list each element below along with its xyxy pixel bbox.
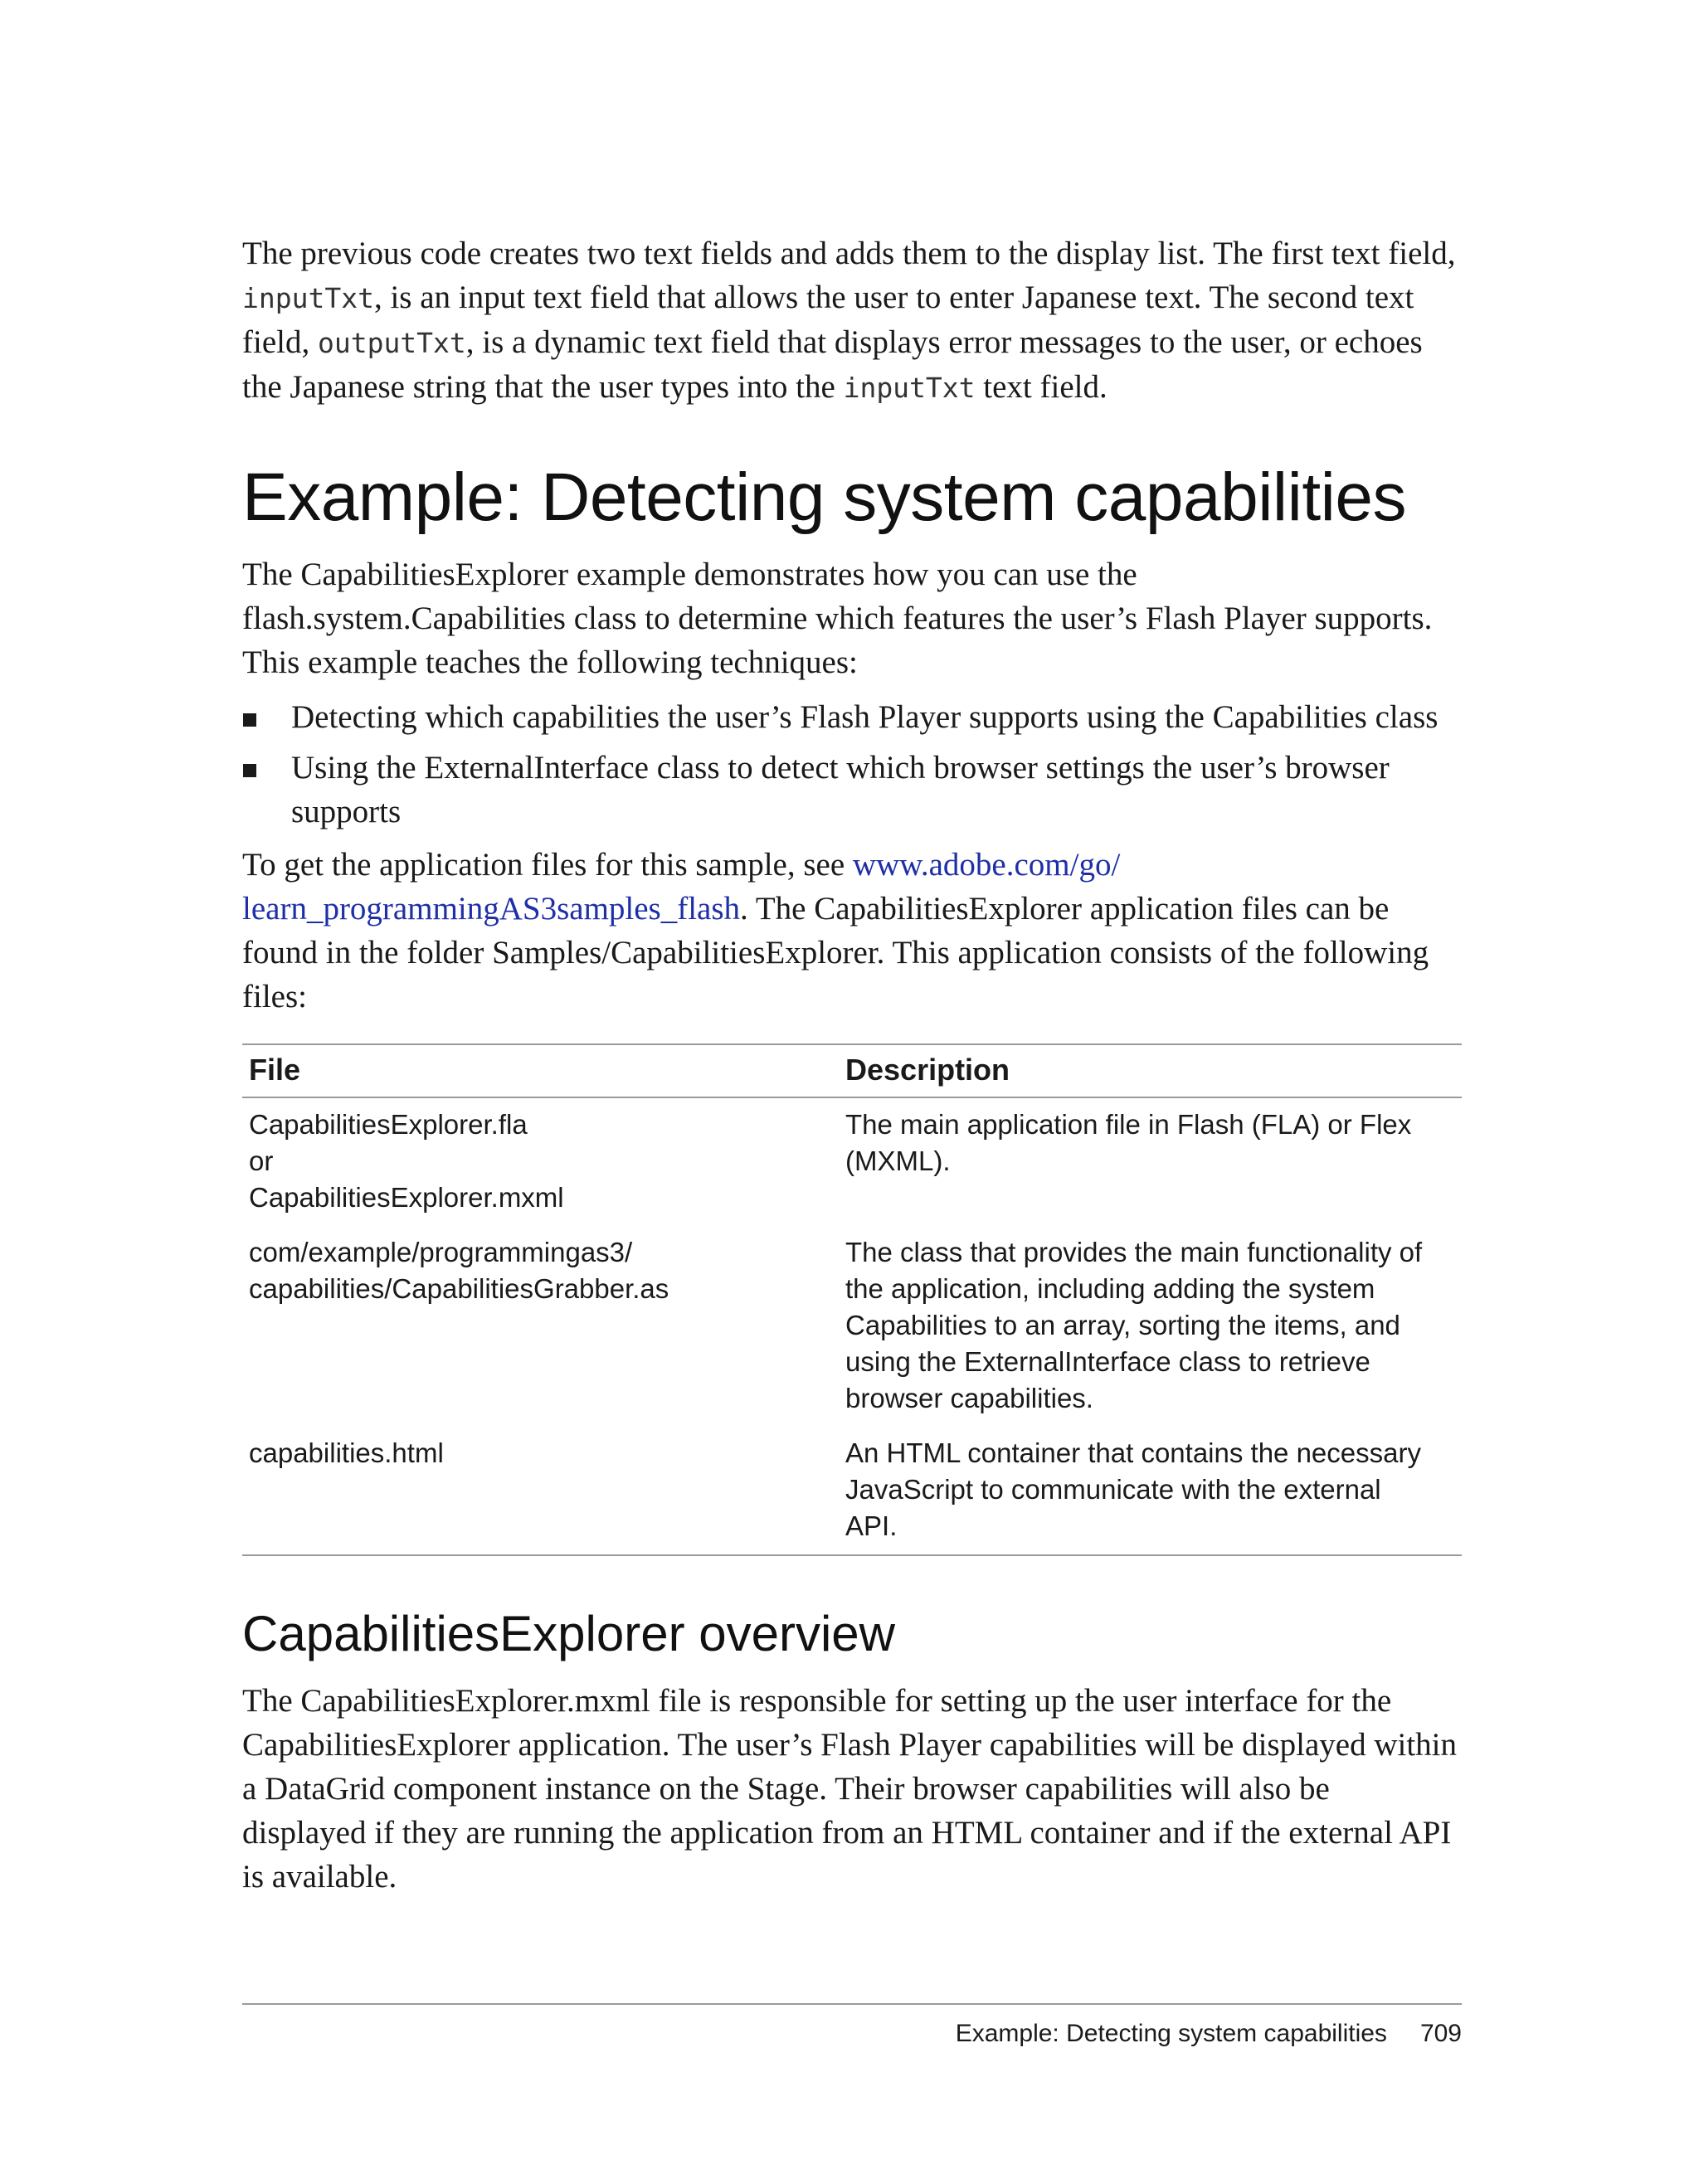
description-text: using the ExternalInterface class to retrieve [845,1346,1370,1377]
table-row [242,1427,1462,1555]
section-heading: Example: Detecting system capabilities [242,460,1406,535]
file-name: or [249,1146,274,1176]
samples-link-line-2: learn_programmingAS3samples_flash [242,891,741,927]
files-table [242,1043,1462,1556]
file-cell [242,1097,839,1226]
file-name: capabilities.html [249,1437,444,1468]
intro-text-4: text field. [975,369,1108,405]
overview-paragraph: The CapabilitiesExplorer.mxml file is responsible for setting up the user interface for the CapabilitiesExplorer application. The user’s Flash Player capabilities will be displayed within a DataGrid component instance on the Stage. Their browser capabilities will also be displayed if they are running the application from an HTML container and if the external API is available. [242,1683,1457,1895]
subsection-heading: CapabilitiesExplorer overview [242,1606,896,1661]
list-item-text: Using the ExternalInterface class to detect which browser settings the user’s browser supports [291,750,1390,829]
document-page [242,0,1462,2184]
list-item [242,746,1462,834]
code-input-txt-2: inputTxt [843,372,976,404]
bullet-square-icon [243,713,256,727]
header-file: File [242,1044,839,1097]
file-cell [242,1427,839,1555]
description-text: Capabilities to an array, sorting the items, and [845,1310,1400,1340]
footer-section-title: Example: Detecting system capabilities [955,2020,1387,2047]
description-text: API. [845,1510,898,1541]
file-cell [242,1226,839,1427]
table-row [242,1226,1462,1427]
intro-text-2: , is an input text field that allows the user to enter Japanese text. The second text field, [242,280,1414,360]
file-name: CapabilitiesExplorer.fla [249,1109,528,1140]
header-description: Description [839,1044,1462,1097]
page-number: 709 [1419,2020,1462,2047]
files-paragraph [242,843,1462,1019]
description-text: The main application file in Flash (FLA) or Flex [845,1109,1412,1140]
code-input-txt: inputTxt [242,282,374,314]
bullet-square-icon [243,764,256,777]
table-header-row [242,1044,1462,1097]
footer-divider [242,2003,1462,2005]
description-cell [839,1097,1462,1226]
description-text: browser capabilities. [845,1383,1093,1413]
files-text-after: . The CapabilitiesExplorer application files can be found in the folder Samples/CapabilitiesExplorer. This application consists of the following files: [242,891,1429,1014]
description-paragraph: The CapabilitiesExplorer example demonstrates how you can use the flash.system.Capabilities class to determine which features the user’s Flash Player supports. This example teaches the following techniques: [242,557,1433,680]
description-text: The class that provides the main functionality of [845,1237,1423,1267]
description-cell [839,1226,1462,1427]
description-text: (MXML). [845,1146,951,1176]
samples-link-line-1: www.adobe.com/go/ [852,847,1121,883]
table-row [242,1097,1462,1226]
files-text-before: To get the application files for this sample, see [242,847,853,883]
code-output-txt: outputTxt [317,327,466,359]
description-text: An HTML container that contains the necessary [845,1437,1421,1468]
file-name: com/example/programmingas3/ [249,1237,633,1267]
description-cell [839,1427,1462,1555]
list-item [242,695,1462,739]
intro-text-1: The previous code creates two text fields and adds them to the display list. The first text field, [242,236,1456,271]
technique-list [242,695,1462,840]
intro-text-3: , is a dynamic text field that displays error messages to the user, or echoes the Japanese string that the user types into the [242,324,1423,405]
intro-paragraph [242,231,1462,410]
page-footer [956,2016,1462,2052]
description-text: JavaScript to communicate with the external [845,1474,1381,1505]
list-item-text: Detecting which capabilities the user’s Flash Player supports using the Capabilities class [291,699,1439,735]
file-name: capabilities/CapabilitiesGrabber.as [249,1273,669,1304]
file-name: CapabilitiesExplorer.mxml [249,1182,564,1213]
description-text: the application, including adding the system [845,1273,1375,1304]
